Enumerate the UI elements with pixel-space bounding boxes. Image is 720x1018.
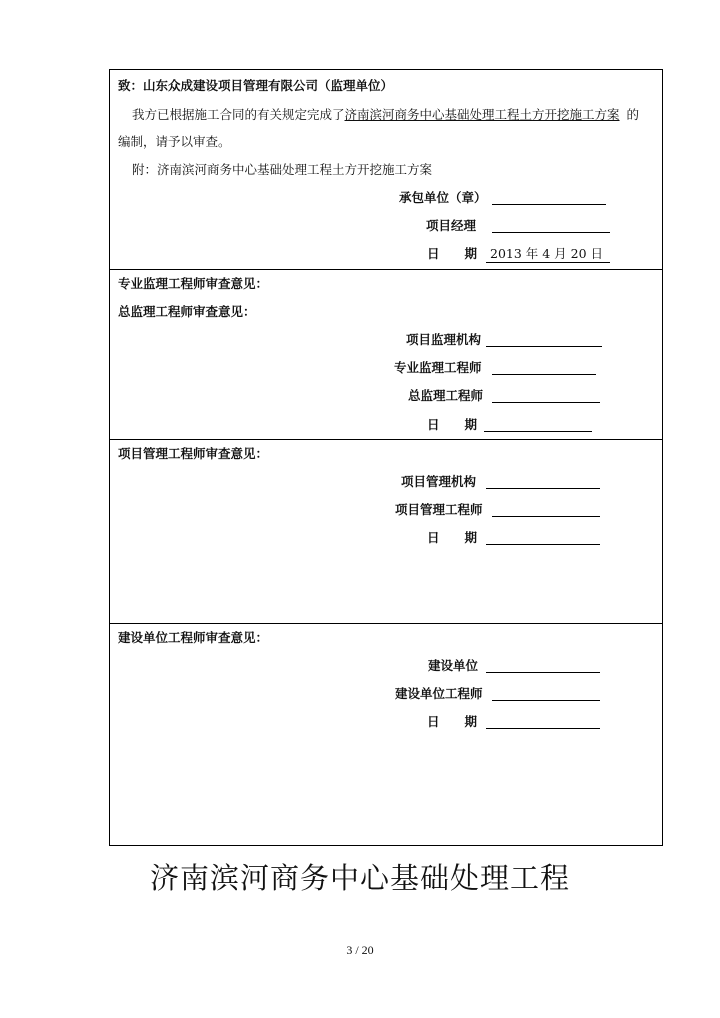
management-engineer-label: 项目管理工程师: [395, 502, 483, 517]
statement-line-1: [132, 107, 639, 123]
management-org-label: 项目管理机构: [401, 474, 477, 489]
owner-date-label: 日 期: [427, 714, 478, 729]
chief-opinion-heading: 总监理工程师审查意见：: [118, 304, 256, 319]
project-plan-name: 济南滨河商务中心基础处理工程土方开挖施工方案: [344, 107, 620, 122]
project-manager-signature-line[interactable]: [492, 232, 610, 233]
management-date-label: 日 期: [427, 530, 478, 545]
specialist-engineer-line[interactable]: [492, 374, 596, 375]
management-review-section: [110, 439, 662, 624]
management-opinion-heading: 项目管理工程师审查意见：: [118, 446, 269, 461]
statement-line-2: 编制，请予以审查。: [118, 134, 231, 149]
specialist-opinion-heading: 专业监理工程师审查意见：: [118, 276, 269, 291]
contractor-signature-line[interactable]: [492, 204, 606, 205]
supervision-review-section: [110, 269, 662, 440]
statement-suffix: 的: [626, 107, 640, 122]
supervision-date-label: 日 期: [427, 417, 478, 432]
supervision-org-line[interactable]: [486, 346, 602, 347]
supervision-org-label: 项目监理机构: [406, 332, 482, 347]
specialist-engineer-label: 专业监理工程师: [394, 360, 482, 375]
page-number: 3 / 20: [346, 943, 374, 957]
management-engineer-line[interactable]: [492, 516, 600, 517]
owner-unit-line[interactable]: [486, 672, 600, 673]
owner-engineer-line[interactable]: [492, 700, 600, 701]
owner-unit-label: 建设单位: [428, 658, 479, 673]
project-manager-label: 项目经理: [426, 218, 477, 233]
owner-engineer-label: 建设单位工程师: [395, 686, 483, 701]
submission-section: [110, 70, 662, 269]
owner-date-line[interactable]: [486, 728, 600, 729]
project-title: 济南滨河商务中心基础处理工程: [149, 861, 570, 895]
contractor-label: 承包单位（章）: [399, 190, 487, 205]
chief-engineer-line[interactable]: [492, 402, 600, 403]
owner-opinion-heading: 建设单位工程师审查意见：: [118, 630, 269, 645]
submission-date[interactable]: 2013 年 4 月 20 日: [486, 246, 610, 263]
owner-review-section: [110, 623, 662, 846]
management-date-line[interactable]: [486, 544, 600, 545]
supervision-date-line[interactable]: [484, 431, 592, 432]
management-org-line[interactable]: [486, 488, 600, 489]
date-label: 日 期: [427, 246, 478, 261]
attachment-line: 附：济南滨河商务中心基础处理工程土方开挖施工方案: [132, 162, 433, 177]
chief-engineer-label: 总监理工程师: [408, 388, 484, 403]
addressee: 致：山东众成建设项目管理有限公司（监理单位）: [118, 78, 394, 93]
statement-prefix: 我方已根据施工合同的有关规定完成了: [132, 107, 345, 122]
review-form: [109, 69, 663, 846]
